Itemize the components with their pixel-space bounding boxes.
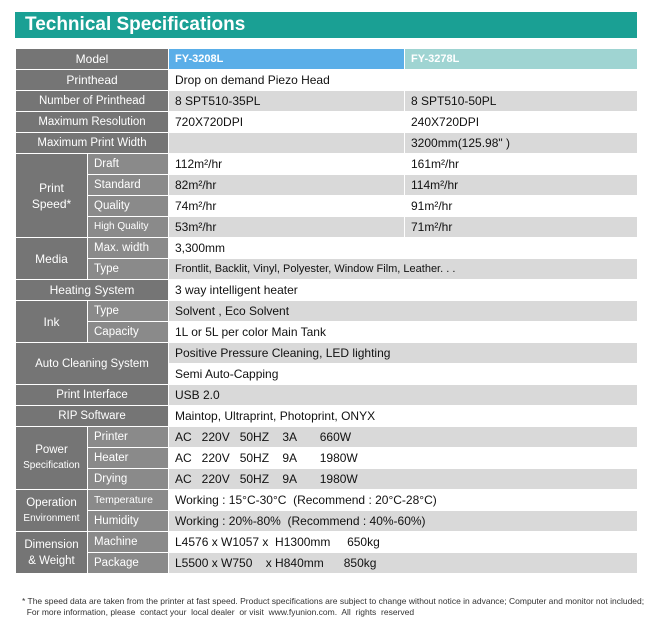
media-value: Frontlit, Backlit, Vinyl, Polyester, Window Film, Leather. . .: [169, 259, 638, 280]
ink-sub-label: Type: [88, 301, 169, 322]
num-printhead-col2: 8 SPT510-50PL: [405, 91, 638, 112]
heating-value: 3 way intelligent heater: [169, 280, 638, 301]
power-sub-label: Printer: [88, 427, 169, 448]
media-label: Media: [16, 238, 88, 280]
dim-row-package: [16, 553, 638, 574]
power-row-heater: [16, 448, 638, 469]
env-row-humidity: [16, 511, 638, 532]
row-num-printhead: [16, 91, 638, 112]
environment-sub-label: Humidity: [88, 511, 169, 532]
speed-mode-label: High Quality: [88, 217, 169, 238]
model-fy3278l: FY-3278L: [405, 49, 638, 70]
media-row-type: [16, 259, 638, 280]
media-sub-label: Max. width: [88, 238, 169, 259]
speed-col1: 74m²/hr: [169, 196, 405, 217]
footnote-line-2: For more information, please contact your local dealer or visit www.fyunion.com. All rights reserved: [22, 607, 415, 617]
footnote: [22, 596, 645, 618]
media-sub-label: Type: [88, 259, 169, 280]
speed-col2: 114m²/hr: [405, 175, 638, 196]
environment-label: [16, 490, 88, 532]
environment-label-line1: Operation: [26, 496, 77, 509]
speed-col2: 161m²/hr: [405, 154, 638, 175]
speed-row-high-quality: [16, 217, 638, 238]
auto-cleaning-value-1: Positive Pressure Cleaning, LED lighting: [169, 343, 638, 364]
ink-row-type: [16, 301, 638, 322]
speed-row-quality: [16, 196, 638, 217]
media-value: 3,300mm: [169, 238, 638, 259]
printhead-value: Drop on demand Piezo Head: [169, 70, 638, 91]
dimension-value: L4576 x W1057 x H1300mm 650kg: [169, 532, 638, 553]
row-heating: [16, 280, 638, 301]
max-width-col1: [169, 133, 405, 154]
env-row-temperature: [16, 490, 638, 511]
max-resolution-col2: 240X720DPI: [405, 112, 638, 133]
power-label-line2: Specification: [23, 460, 80, 471]
num-printhead-label: Number of Printhead: [16, 91, 169, 112]
ink-sub-label: Capacity: [88, 322, 169, 343]
speed-col1: 112m²/hr: [169, 154, 405, 175]
heating-label: Heating System: [16, 280, 169, 301]
row-max-width: [16, 133, 638, 154]
dimension-label-line2: & Weight: [28, 554, 75, 567]
speed-col2: 91m²/hr: [405, 196, 638, 217]
ink-value: 1L or 5L per color Main Tank: [169, 322, 638, 343]
power-row-drying: [16, 469, 638, 490]
dim-row-machine: [16, 532, 638, 553]
footnote-line-1: * The speed data are taken from the printer at fast speed. Product specifications are subject to change without notice in advance; Computer and monitor not included;: [22, 596, 645, 606]
environment-value: Working : 20%-80% (Recommend : 40%-60%): [169, 511, 638, 532]
dimension-label: [16, 532, 88, 574]
dimension-value: L5500 x W750 x H840mm 850kg: [169, 553, 638, 574]
auto-cleaning-value-2: Semi Auto-Capping: [169, 364, 638, 385]
row-rip: [16, 406, 638, 427]
dimension-sub-label: Package: [88, 553, 169, 574]
speed-col2: 71m²/hr: [405, 217, 638, 238]
speed-row-draft: [16, 154, 638, 175]
power-sub-label: Drying: [88, 469, 169, 490]
speed-col1: 82m²/hr: [169, 175, 405, 196]
speed-col1: 53m²/hr: [169, 217, 405, 238]
speed-mode-label: Standard: [88, 175, 169, 196]
speed-row-standard: [16, 175, 638, 196]
dimension-sub-label: Machine: [88, 532, 169, 553]
rip-label: RIP Software: [16, 406, 169, 427]
media-row-width: [16, 238, 638, 259]
rip-value: Maintop, Ultraprint, Photoprint, ONYX: [169, 406, 638, 427]
max-resolution-col1: 720X720DPI: [169, 112, 405, 133]
print-interface-label: Print Interface: [16, 385, 169, 406]
row-print-interface: [16, 385, 638, 406]
power-value: AC 220V 50HZ 9A 1980W: [169, 448, 638, 469]
print-speed-label: [16, 154, 88, 238]
print-speed-label-line2: Speed*: [31, 196, 72, 211]
spec-table: [15, 48, 638, 574]
power-label-line1: Power: [35, 444, 68, 456]
speed-mode-label: Draft: [88, 154, 169, 175]
power-row-printer: [16, 427, 638, 448]
printhead-label: Printhead: [16, 70, 169, 91]
num-printhead-col1: 8 SPT510-35PL: [169, 91, 405, 112]
page-title: Technical Specifications: [25, 14, 246, 35]
print-interface-value: USB 2.0: [169, 385, 638, 406]
power-label: [16, 427, 88, 490]
row-max-resolution: [16, 112, 638, 133]
model-fy3208l: FY-3208L: [169, 49, 405, 70]
model-label: Model: [16, 49, 169, 70]
auto-cleaning-row-1: [16, 343, 638, 364]
max-resolution-label: Maximum Resolution: [16, 112, 169, 133]
max-width-label: Maximum Print Width: [16, 133, 169, 154]
row-printhead: [16, 70, 638, 91]
power-sub-label: Heater: [88, 448, 169, 469]
environment-value: Working : 15°C-30°C (Recommend : 20°C-28°C): [169, 490, 638, 511]
print-speed-label-line1: Print: [39, 180, 64, 195]
title-banner: [15, 12, 637, 38]
environment-label-line2: Environment: [23, 512, 80, 524]
power-value: AC 220V 50HZ 3A 660W: [169, 427, 638, 448]
max-width-col2: 3200mm(125.98" ): [405, 133, 638, 154]
speed-mode-label: Quality: [88, 196, 169, 217]
ink-row-capacity: [16, 322, 638, 343]
auto-cleaning-label: Auto Cleaning System: [16, 343, 169, 385]
header-row: [16, 49, 638, 70]
dimension-label-line1: Dimension: [24, 538, 79, 551]
power-value: AC 220V 50HZ 9A 1980W: [169, 469, 638, 490]
environment-sub-label: Temperature: [88, 490, 169, 511]
ink-label: Ink: [16, 301, 88, 343]
ink-value: Solvent , Eco Solvent: [169, 301, 638, 322]
